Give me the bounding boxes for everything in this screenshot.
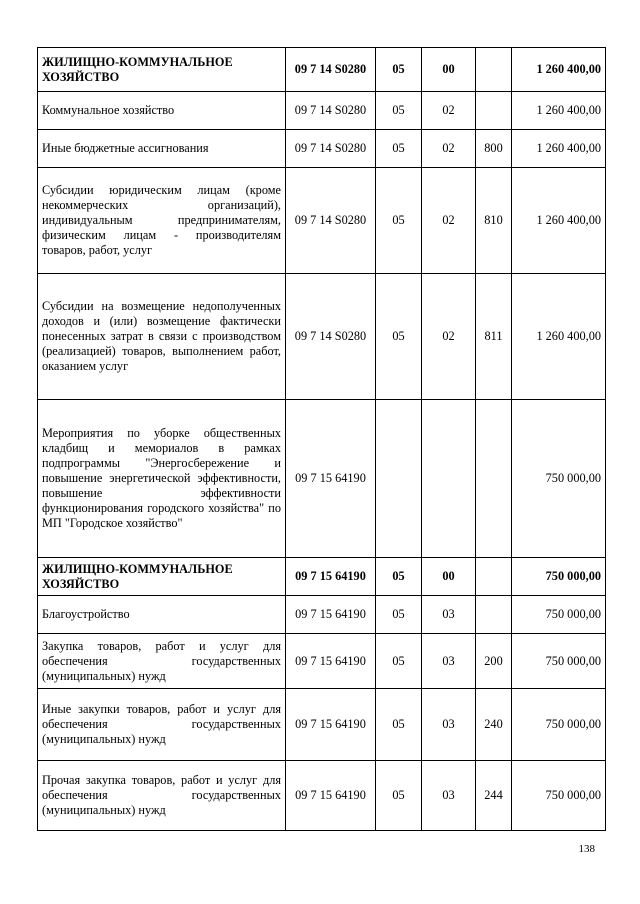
expense-type-cell: 240 [476, 689, 512, 761]
page-number: 138 [578, 843, 595, 855]
section-cell: 05 [376, 130, 422, 168]
subsection-cell: 02 [422, 92, 476, 130]
table-row [38, 168, 606, 274]
row-name-cell: Коммунальное хозяйство [38, 92, 286, 130]
table-row [38, 634, 606, 689]
row-name-cell: Субсидии юридическим лицам (кроме некоммерческих организаций), индивидуальным предпринимателям, физическим лицам - производителям товаров, работ, услуг [38, 168, 286, 274]
subsection-cell: 02 [422, 130, 476, 168]
expense-type-cell: 800 [476, 130, 512, 168]
subsection-cell: 03 [422, 596, 476, 634]
table-row [38, 596, 606, 634]
amount-cell: 750 000,00 [512, 596, 606, 634]
budget-table-body [38, 48, 606, 831]
expense-type-cell [476, 48, 512, 92]
expense-type-cell: 200 [476, 634, 512, 689]
target-article-cell: 09 7 14 S0280 [286, 274, 376, 400]
target-article-cell: 09 7 15 64190 [286, 634, 376, 689]
expense-type-cell [476, 92, 512, 130]
target-article-cell: 09 7 15 64190 [286, 596, 376, 634]
section-cell: 05 [376, 596, 422, 634]
target-article-cell: 09 7 14 S0280 [286, 48, 376, 92]
subsection-cell: 02 [422, 274, 476, 400]
section-cell: 05 [376, 558, 422, 596]
table-row [38, 48, 606, 92]
section-cell: 05 [376, 168, 422, 274]
row-name-cell: ЖИЛИЩНО-КОММУНАЛЬНОЕ ХОЗЯЙСТВО [38, 558, 286, 596]
table-row [38, 689, 606, 761]
target-article-cell: 09 7 15 64190 [286, 761, 376, 831]
table-row [38, 274, 606, 400]
amount-cell: 750 000,00 [512, 558, 606, 596]
budget-table [37, 47, 606, 831]
section-cell: 05 [376, 689, 422, 761]
row-name-cell: Субсидии на возмещение недополученных доходов и (или) возмещение фактически понесенных затрат в связи с производством (реализацией) товаров, выполнением работ, оказанием услуг [38, 274, 286, 400]
amount-cell: 750 000,00 [512, 634, 606, 689]
expense-type-cell [476, 400, 512, 558]
expense-type-cell [476, 558, 512, 596]
expense-type-cell: 811 [476, 274, 512, 400]
subsection-cell: 00 [422, 558, 476, 596]
amount-cell: 1 260 400,00 [512, 168, 606, 274]
section-cell: 05 [376, 634, 422, 689]
amount-cell: 1 260 400,00 [512, 92, 606, 130]
row-name-cell: Иные бюджетные ассигнования [38, 130, 286, 168]
section-cell: 05 [376, 274, 422, 400]
table-row [38, 558, 606, 596]
target-article-cell: 09 7 14 S0280 [286, 130, 376, 168]
table-row [38, 761, 606, 831]
subsection-cell: 00 [422, 48, 476, 92]
subsection-cell: 03 [422, 634, 476, 689]
target-article-cell: 09 7 15 64190 [286, 558, 376, 596]
expense-type-cell [476, 596, 512, 634]
table-row [38, 92, 606, 130]
amount-cell: 1 260 400,00 [512, 274, 606, 400]
amount-cell: 750 000,00 [512, 761, 606, 831]
target-article-cell: 09 7 14 S0280 [286, 92, 376, 130]
amount-cell: 1 260 400,00 [512, 48, 606, 92]
row-name-cell: Благоустройство [38, 596, 286, 634]
target-article-cell: 09 7 14 S0280 [286, 168, 376, 274]
subsection-cell: 03 [422, 689, 476, 761]
section-cell: 05 [376, 92, 422, 130]
subsection-cell: 03 [422, 761, 476, 831]
row-name-cell: Иные закупки товаров, работ и услуг для обеспечения государственных (муниципальных) нужд [38, 689, 286, 761]
subsection-cell: 02 [422, 168, 476, 274]
row-name-cell: Закупка товаров, работ и услуг для обеспечения государственных (муниципальных) нужд [38, 634, 286, 689]
row-name-cell: Прочая закупка товаров, работ и услуг для обеспечения государственных (муниципальных) нужд [38, 761, 286, 831]
table-row [38, 400, 606, 558]
target-article-cell: 09 7 15 64190 [286, 400, 376, 558]
amount-cell: 750 000,00 [512, 689, 606, 761]
section-cell: 05 [376, 48, 422, 92]
section-cell [376, 400, 422, 558]
section-cell: 05 [376, 761, 422, 831]
expense-type-cell: 810 [476, 168, 512, 274]
table-row [38, 130, 606, 168]
row-name-cell: Мероприятия по уборке общественных кладбищ и мемориалов в рамках подпрограммы "Энергосбережение и повышение энергетической эффективности, повышение эффективности функционирования городского хозяйства" по МП "Городское хозяйство" [38, 400, 286, 558]
expense-type-cell: 244 [476, 761, 512, 831]
row-name-cell: ЖИЛИЩНО-КОММУНАЛЬНОЕ ХОЗЯЙСТВО [38, 48, 286, 92]
target-article-cell: 09 7 15 64190 [286, 689, 376, 761]
amount-cell: 750 000,00 [512, 400, 606, 558]
subsection-cell [422, 400, 476, 558]
amount-cell: 1 260 400,00 [512, 130, 606, 168]
